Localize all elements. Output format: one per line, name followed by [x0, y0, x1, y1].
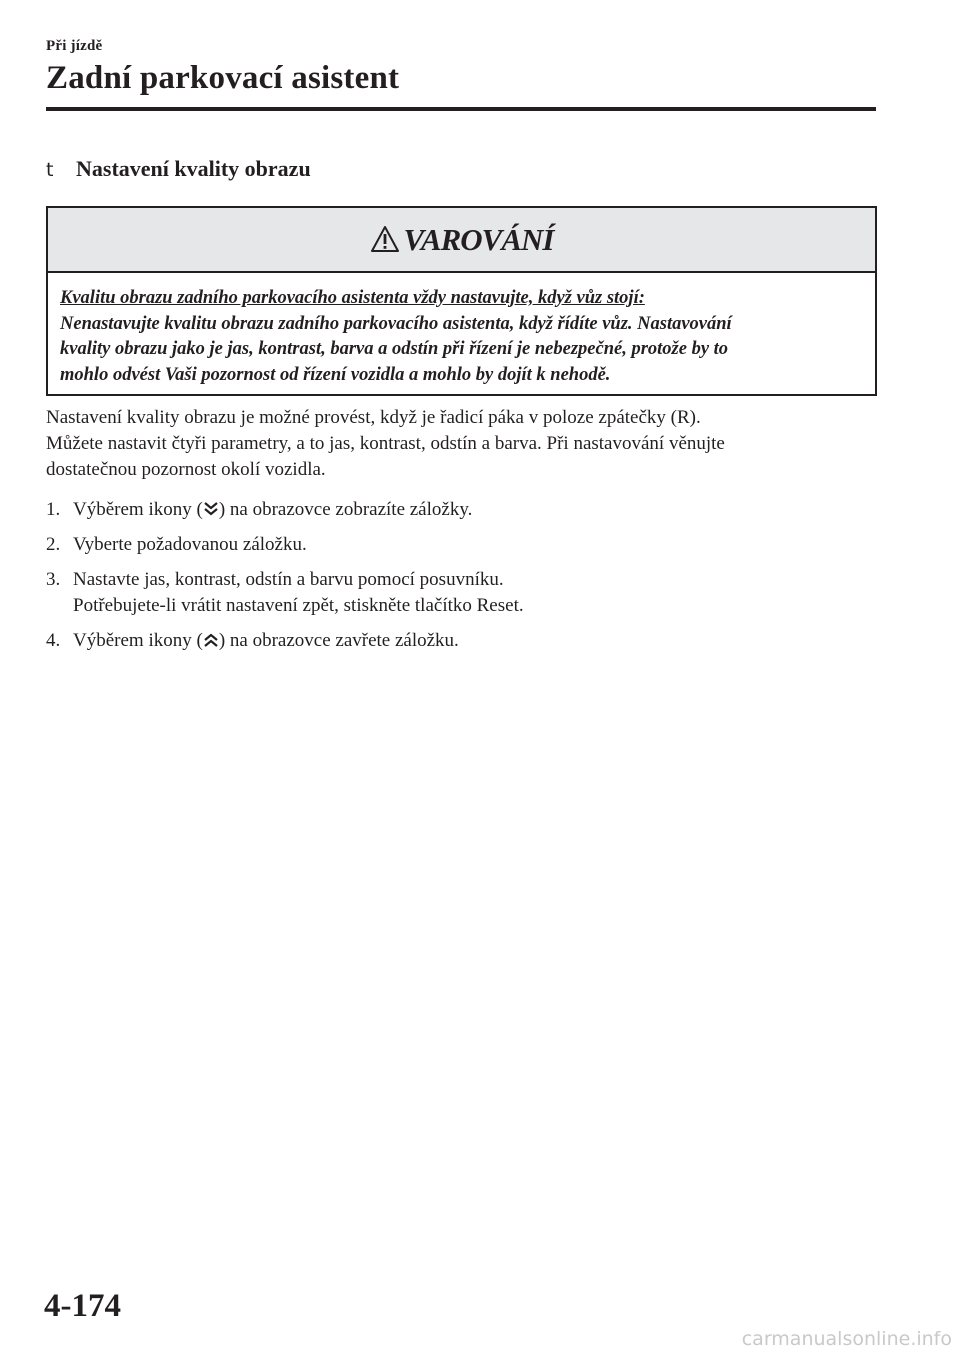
warning-body	[48, 273, 875, 388]
warning-line: mohlo odvést Vaši pozornost od řízení vozidla a mohlo by dojít k nehodě.	[60, 364, 611, 385]
step-number: 3.	[46, 569, 61, 590]
step-item	[46, 628, 459, 654]
intro-paragraph	[46, 405, 876, 483]
step-number: 1.	[46, 499, 61, 520]
step-text	[73, 628, 459, 654]
watermark: carmanualsonline.info	[741, 1328, 952, 1350]
double-chevron-down-icon	[204, 501, 218, 517]
step-text: Vyberte požadovanou záložku.	[73, 534, 307, 555]
step-item	[46, 497, 472, 523]
subheading-text: Nastavení kvality obrazu	[76, 156, 311, 181]
step-text-after: ) na obrazovce zobrazíte záložky.	[218, 499, 473, 520]
warning-line: Nenastavujte kvalitu obrazu zadního parkovacího asistenta, když řídíte vůz. Nastavování	[60, 313, 732, 334]
warning-title: VAROVÁNÍ	[403, 221, 554, 257]
intro-line: dostatečnou pozornost okolí vozidla.	[46, 459, 326, 480]
warning-triangle-icon	[370, 225, 400, 253]
step-item	[46, 567, 876, 619]
step-text	[73, 497, 472, 523]
page-title: Zadní parkovací asistent	[46, 60, 400, 96]
step-text-after: ) na obrazovce zavřete záložku.	[218, 630, 459, 651]
step-number: 2.	[46, 534, 61, 555]
step-text-before: Výběrem ikony (	[73, 499, 203, 520]
subheading	[46, 156, 311, 182]
page-number: 4-174	[44, 1288, 121, 1324]
double-chevron-up-icon	[204, 632, 218, 648]
step-text-line: Potřebujete-li vrátit nastavení zpět, stiskněte tlačítko Reset.	[73, 595, 524, 616]
warning-header	[48, 208, 875, 273]
warning-box	[46, 206, 877, 396]
step-text	[73, 567, 524, 619]
warning-line: kvality obrazu jako je jas, kontrast, barva a odstín při řízení je nebezpečné, protože by to	[60, 339, 729, 359]
step-number: 4.	[46, 630, 61, 651]
intro-line: Nastavení kvality obrazu je možné provést, když je řadicí páka v poloze zpátečky (R).	[46, 407, 701, 428]
section-label: Při jízdě	[46, 38, 103, 54]
step-text-line: Nastavte jas, kontrast, odstín a barvu pomocí posuvníku.	[73, 569, 504, 590]
warning-lead: Kvalitu obrazu zadního parkovacího asistenta vždy nastavujte, když vůz stojí:	[60, 288, 645, 308]
step-item	[46, 532, 307, 558]
intro-line: Můžete nastavit čtyři parametry, a to jas, kontrast, odstín a barva. Při nastavování věnujte	[46, 433, 725, 454]
bullet-marker: t	[46, 159, 54, 181]
step-text-before: Výběrem ikony (	[73, 630, 203, 651]
title-divider	[46, 107, 876, 111]
